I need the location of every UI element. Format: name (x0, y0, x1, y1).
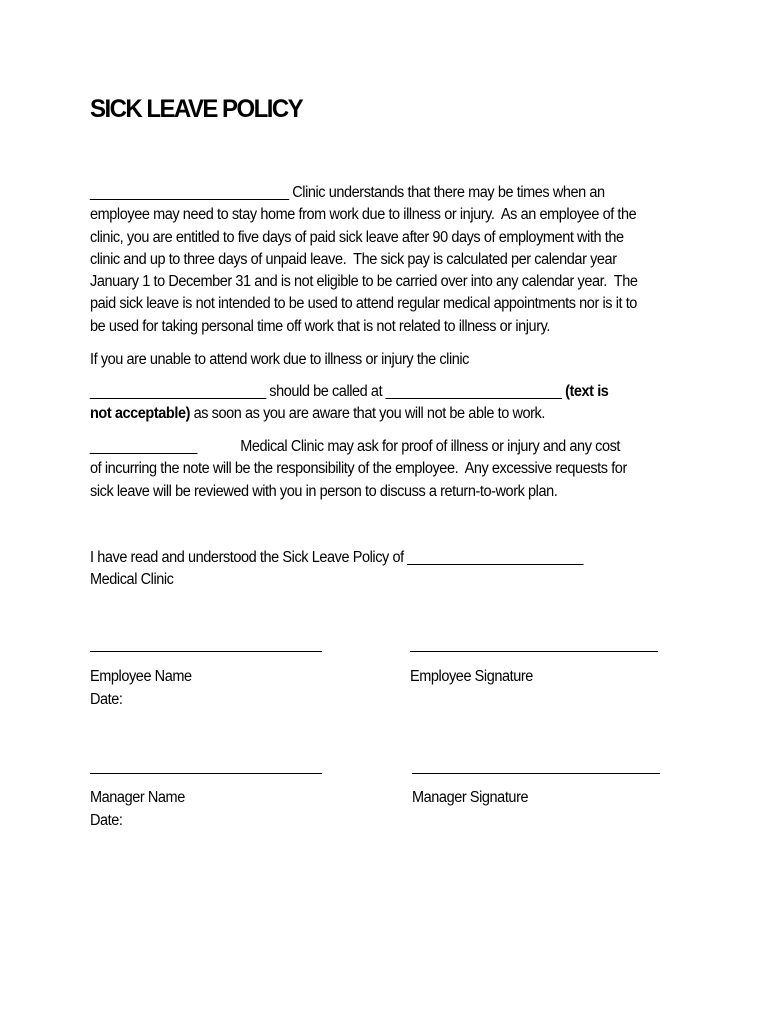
manager-name-line[interactable] (90, 773, 322, 774)
contact-text: _______________________ should be called at _______________________ (90, 383, 566, 400)
proof-paragraph (90, 436, 651, 503)
paragraph-line: sick leave will be reviewed with you in person to discuss a return-to-work plan. (90, 482, 558, 500)
manager-date-label: Date: (90, 812, 123, 829)
contact-bold-text: (text is (565, 383, 609, 400)
paragraph-line: paid sick leave is not intended to be used to attend regular medical appointments nor is it to (90, 295, 637, 313)
employee-signature-label: Employee Signature (410, 668, 533, 685)
paragraph-line: clinic and up to three days of unpaid leave. The sick pay is calculated per calendar year (90, 250, 617, 268)
manager-signature-label: Manager Signature (412, 789, 529, 806)
acknowledgement-paragraph (90, 547, 651, 592)
manager-signature-line[interactable] (412, 773, 660, 774)
employee-date-label: Date: (90, 691, 123, 708)
paragraph-line: __________________________ Clinic understands that there may be times when an (90, 184, 605, 201)
paragraph-line (90, 403, 651, 425)
employee-name-label: Employee Name (90, 668, 192, 685)
paragraph-line: clinic, you are entitled to five days of paid sick leave after 90 days of employment with the (90, 228, 624, 246)
paragraph-line: January 1 to December 31 and is not eligible to be carried over into any calendar year. The (90, 273, 638, 291)
contact-bold-text: not acceptable) (90, 405, 191, 423)
paragraph-line: ______________ Medical Clinic may ask for proof of illness or injury and any cost (90, 438, 621, 455)
paragraph-line: I have read and understood the Sick Leave Policy of _______________________ (90, 549, 584, 566)
paragraph-line: be used for taking personal time off work that is not related to illness or injury. (90, 317, 550, 335)
paragraph-line: of incurring the note will be the responsibility of the employee. Any excessive requests for (90, 460, 627, 478)
paragraph-line: Medical Clinic (90, 571, 174, 589)
manager-name-label: Manager Name (90, 789, 185, 806)
paragraph-line: If you are unable to attend work due to illness or injury the clinic (90, 351, 470, 368)
call-in-paragraph (90, 349, 651, 371)
document-title: SICK LEAVE POLICY (90, 95, 303, 123)
paragraph-line (90, 381, 651, 403)
employee-signature-line[interactable] (410, 651, 658, 652)
policy-paragraph (90, 182, 651, 338)
employee-name-line[interactable] (90, 651, 322, 652)
contact-paragraph (90, 381, 651, 426)
contact-text: as soon as you are aware that you will not be able to work. (190, 405, 545, 423)
paragraph-line: employee may need to stay home from work due to illness or injury. As an employee of the (90, 206, 637, 224)
